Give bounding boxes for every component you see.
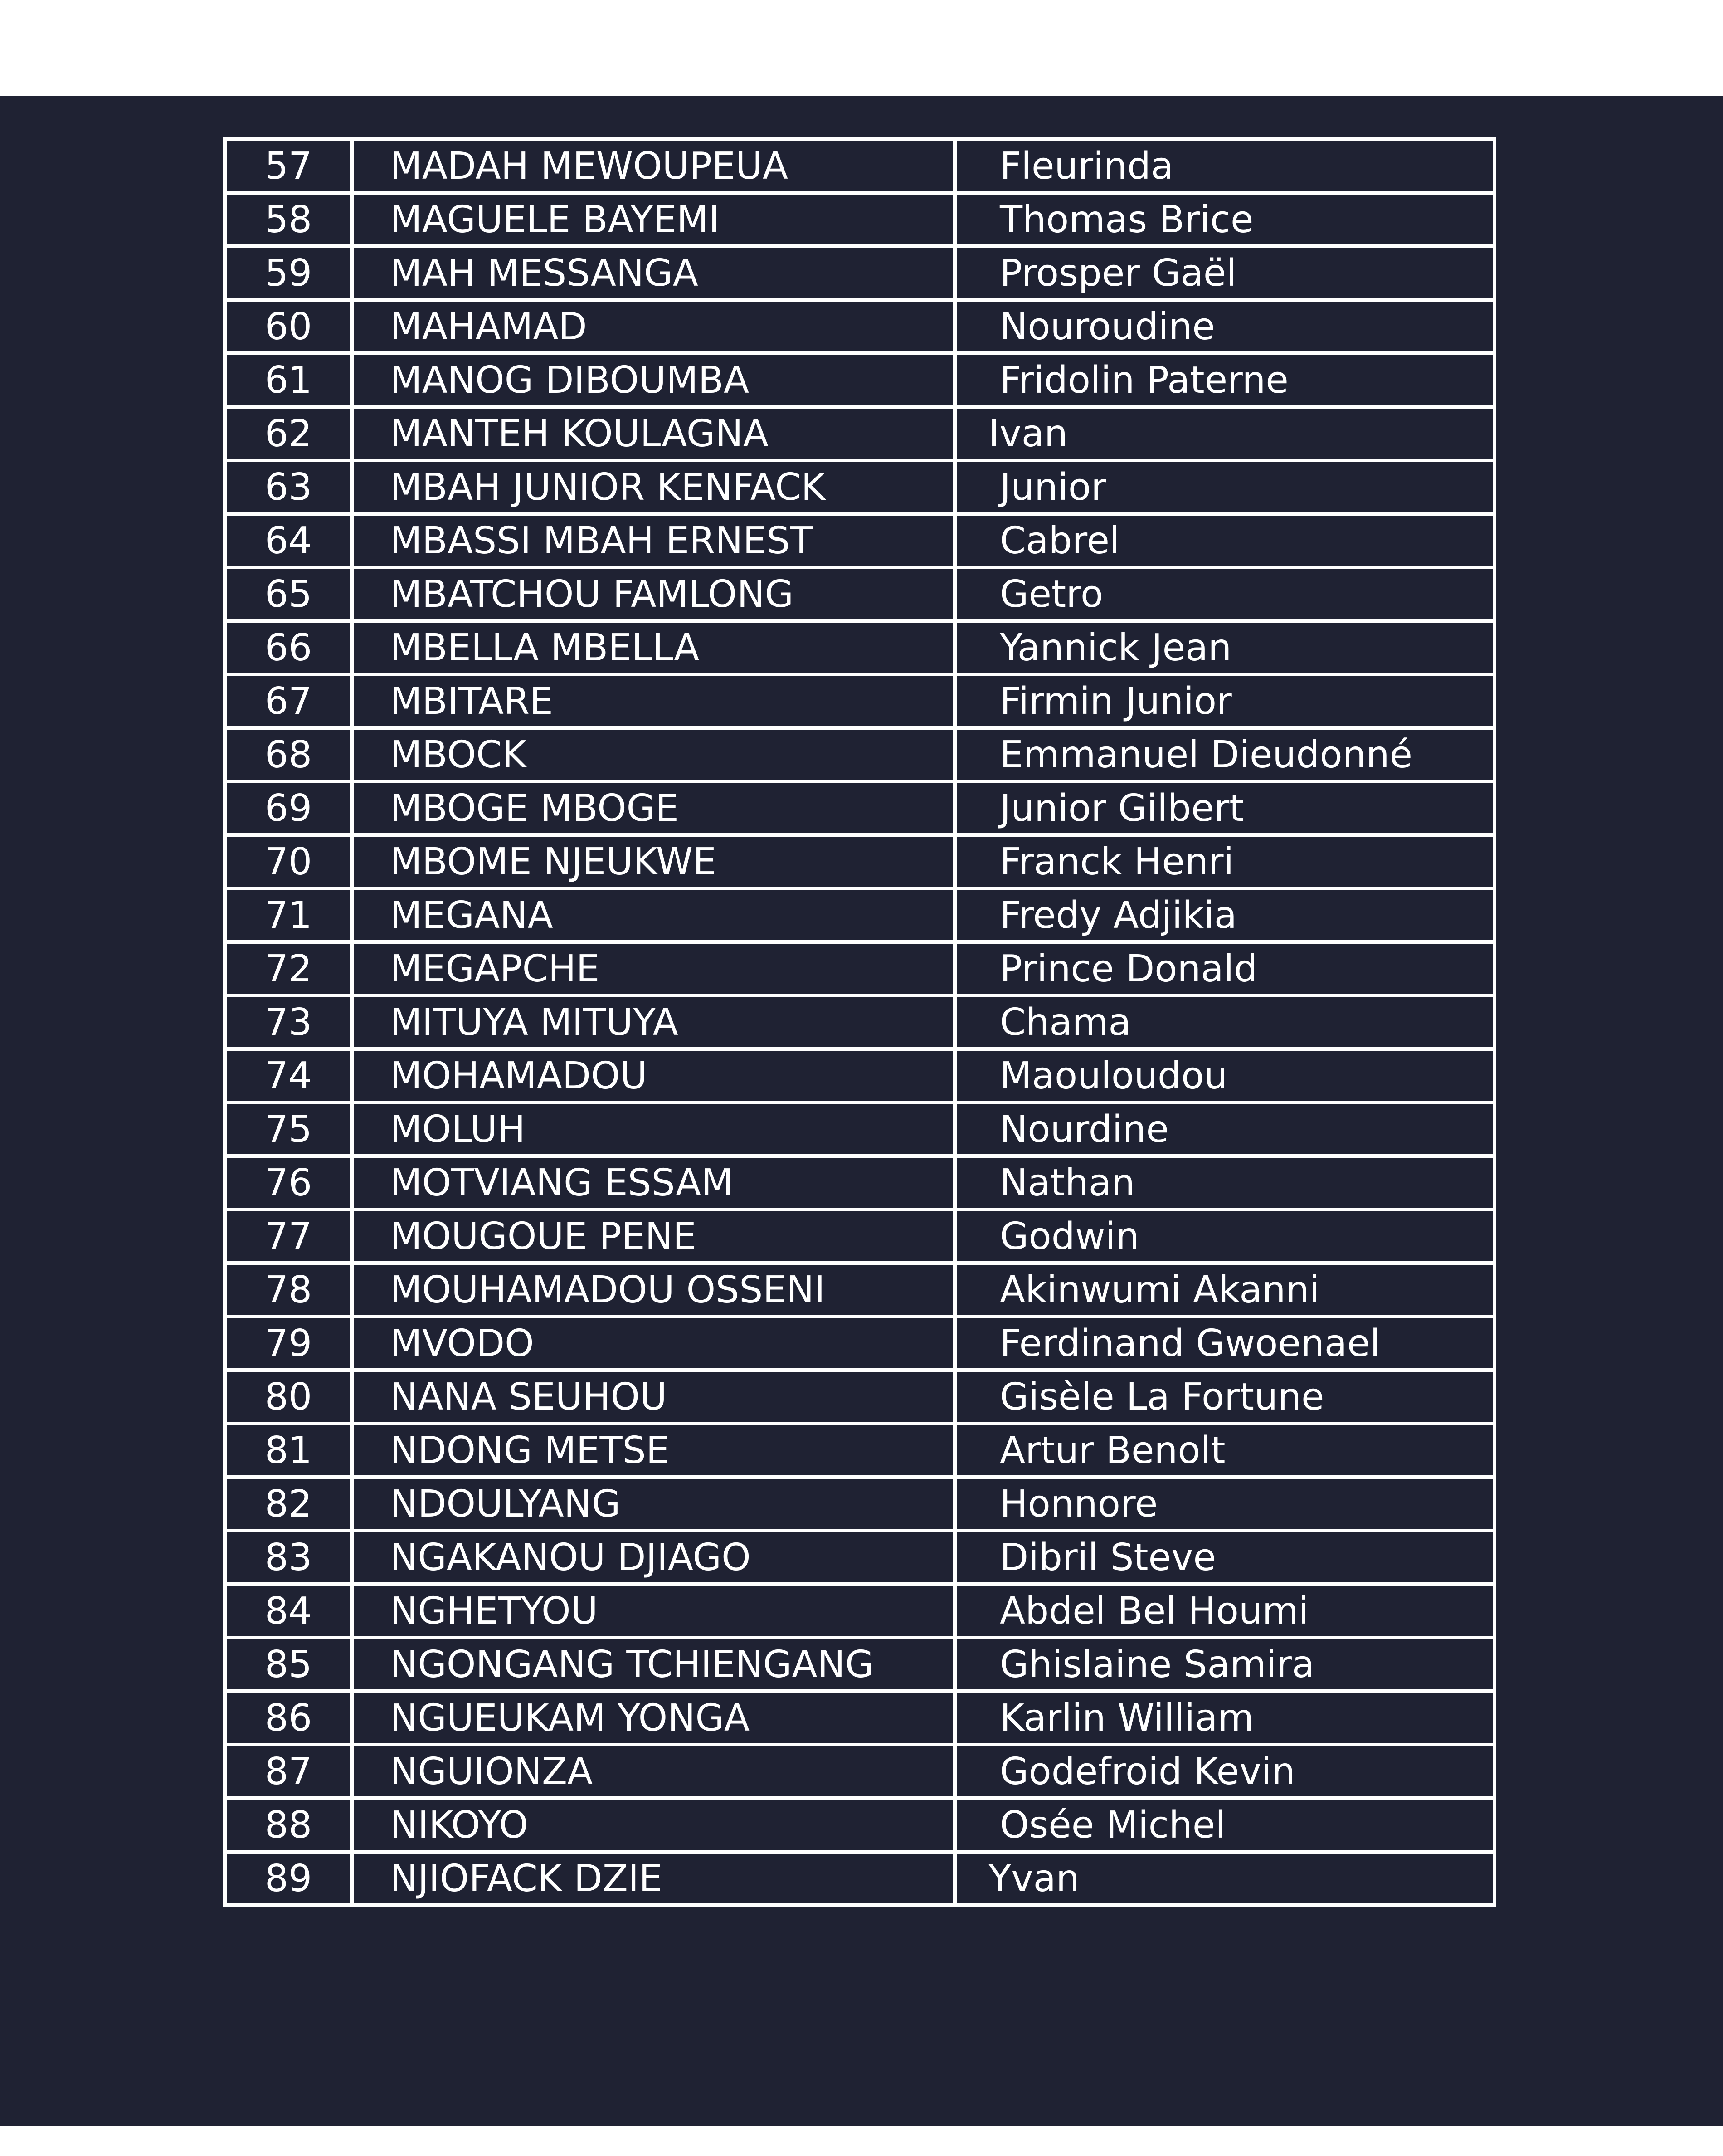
row-number: 76 xyxy=(225,1156,352,1210)
table-row xyxy=(225,567,1494,621)
last-name-cell: MBOGE MBOGE xyxy=(352,781,955,835)
first-name-cell: Junior xyxy=(955,460,1494,514)
last-name-cell: NGAKANOU DJIAGO xyxy=(352,1531,955,1584)
row-number: 58 xyxy=(225,193,352,246)
first-name-cell: Yvan xyxy=(955,1852,1494,1905)
first-name-cell: Godwin xyxy=(955,1210,1494,1263)
row-number: 68 xyxy=(225,728,352,781)
last-name-cell: NIKOYO xyxy=(352,1798,955,1852)
first-name-cell: Franck Henri xyxy=(955,835,1494,888)
last-name-cell: MADAH MEWOUPEUA xyxy=(352,139,955,193)
table-row xyxy=(225,835,1494,888)
last-name-cell: MBATCHOU FAMLONG xyxy=(352,567,955,621)
last-name-cell: MBOME NJEUKWE xyxy=(352,835,955,888)
first-name-cell: Cabrel xyxy=(955,514,1494,567)
last-name-cell: NDOULYANG xyxy=(352,1477,955,1531)
last-name-cell: MOLUH xyxy=(352,1102,955,1156)
table-row xyxy=(225,1370,1494,1424)
table-row xyxy=(225,1745,1494,1798)
table-row xyxy=(225,1263,1494,1317)
first-name-cell: Fridolin Paterne xyxy=(955,353,1494,407)
first-name-cell: Osée Michel xyxy=(955,1798,1494,1852)
table-row xyxy=(225,728,1494,781)
row-number: 83 xyxy=(225,1531,352,1584)
table-row xyxy=(225,781,1494,835)
first-name-cell: Artur Benolt xyxy=(955,1424,1494,1477)
row-number: 60 xyxy=(225,300,352,353)
first-name-cell: Maouloudou xyxy=(955,1049,1494,1102)
first-name-cell: Ferdinand Gwoenael xyxy=(955,1317,1494,1370)
table-row xyxy=(225,1584,1494,1638)
table-row xyxy=(225,460,1494,514)
table-row xyxy=(225,1317,1494,1370)
first-name-cell: Ghislaine Samira xyxy=(955,1638,1494,1691)
first-name-cell: Karlin William xyxy=(955,1691,1494,1745)
row-number: 66 xyxy=(225,621,352,674)
last-name-cell: NGONGANG TCHIENGANG xyxy=(352,1638,955,1691)
table-row xyxy=(225,1210,1494,1263)
first-name-cell: Akinwumi Akanni xyxy=(955,1263,1494,1317)
last-name-cell: MBITARE xyxy=(352,674,955,728)
row-number: 81 xyxy=(225,1424,352,1477)
last-name-cell: MVODO xyxy=(352,1317,955,1370)
last-name-cell: MANTEH KOULAGNA xyxy=(352,407,955,460)
table-row xyxy=(225,1156,1494,1210)
row-number: 65 xyxy=(225,567,352,621)
table-row xyxy=(225,514,1494,567)
row-number: 64 xyxy=(225,514,352,567)
last-name-cell: NDONG METSE xyxy=(352,1424,955,1477)
table-row xyxy=(225,1531,1494,1584)
table-row xyxy=(225,1102,1494,1156)
table-row xyxy=(225,1691,1494,1745)
row-number: 80 xyxy=(225,1370,352,1424)
first-name-cell: Honnore xyxy=(955,1477,1494,1531)
row-number: 61 xyxy=(225,353,352,407)
row-number: 77 xyxy=(225,1210,352,1263)
table-row xyxy=(225,300,1494,353)
first-name-cell: Yannick Jean xyxy=(955,621,1494,674)
table-row xyxy=(225,1477,1494,1531)
first-name-cell: Abdel Bel Houmi xyxy=(955,1584,1494,1638)
row-number: 73 xyxy=(225,995,352,1049)
last-name-cell: NANA SEUHOU xyxy=(352,1370,955,1424)
table-row xyxy=(225,674,1494,728)
first-name-cell: Firmin Junior xyxy=(955,674,1494,728)
table-row xyxy=(225,621,1494,674)
first-name-cell: Thomas Brice xyxy=(955,193,1494,246)
row-number: 87 xyxy=(225,1745,352,1798)
row-number: 84 xyxy=(225,1584,352,1638)
table-row xyxy=(225,888,1494,942)
row-number: 71 xyxy=(225,888,352,942)
last-name-cell: MITUYA MITUYA xyxy=(352,995,955,1049)
row-number: 79 xyxy=(225,1317,352,1370)
first-name-cell: Fleurinda xyxy=(955,139,1494,193)
table-row xyxy=(225,995,1494,1049)
name-roster-table xyxy=(223,137,1496,1907)
row-number: 63 xyxy=(225,460,352,514)
first-name-cell: Junior Gilbert xyxy=(955,781,1494,835)
last-name-cell: NGUEUKAM YONGA xyxy=(352,1691,955,1745)
last-name-cell: MAH MESSANGA xyxy=(352,246,955,300)
table-row xyxy=(225,1798,1494,1852)
last-name-cell: NGUIONZA xyxy=(352,1745,955,1798)
row-number: 69 xyxy=(225,781,352,835)
first-name-cell: Godefroid Kevin xyxy=(955,1745,1494,1798)
last-name-cell: MBOCK xyxy=(352,728,955,781)
first-name-cell: Nouroudine xyxy=(955,300,1494,353)
table-row xyxy=(225,1049,1494,1102)
first-name-cell: Nourdine xyxy=(955,1102,1494,1156)
row-number: 59 xyxy=(225,246,352,300)
table-row xyxy=(225,1638,1494,1691)
last-name-cell: MEGAPCHE xyxy=(352,942,955,995)
row-number: 86 xyxy=(225,1691,352,1745)
row-number: 57 xyxy=(225,139,352,193)
last-name-cell: MEGANA xyxy=(352,888,955,942)
table-row xyxy=(225,246,1494,300)
last-name-cell: MAGUELE BAYEMI xyxy=(352,193,955,246)
first-name-cell: Emmanuel Dieudonné xyxy=(955,728,1494,781)
first-name-cell: Nathan xyxy=(955,1156,1494,1210)
last-name-cell: NJIOFACK DZIE xyxy=(352,1852,955,1905)
row-number: 62 xyxy=(225,407,352,460)
first-name-cell: Ivan xyxy=(955,407,1494,460)
last-name-cell: MOUGOUE PENE xyxy=(352,1210,955,1263)
table-row xyxy=(225,193,1494,246)
row-number: 82 xyxy=(225,1477,352,1531)
first-name-cell: Prosper Gaël xyxy=(955,246,1494,300)
row-number: 67 xyxy=(225,674,352,728)
last-name-cell: MBASSI MBAH ERNEST xyxy=(352,514,955,567)
last-name-cell: MAHAMAD xyxy=(352,300,955,353)
row-number: 74 xyxy=(225,1049,352,1102)
first-name-cell: Getro xyxy=(955,567,1494,621)
row-number: 72 xyxy=(225,942,352,995)
last-name-cell: NGHETYOU xyxy=(352,1584,955,1638)
last-name-cell: MANOG DIBOUMBA xyxy=(352,353,955,407)
last-name-cell: MBAH JUNIOR KENFACK xyxy=(352,460,955,514)
table-row xyxy=(225,139,1494,193)
first-name-cell: Fredy Adjikia xyxy=(955,888,1494,942)
first-name-cell: Gisèle La Fortune xyxy=(955,1370,1494,1424)
row-number: 75 xyxy=(225,1102,352,1156)
first-name-cell: Dibril Steve xyxy=(955,1531,1494,1584)
table-row xyxy=(225,1424,1494,1477)
last-name-cell: MOTVIANG ESSAM xyxy=(352,1156,955,1210)
row-number: 78 xyxy=(225,1263,352,1317)
table-row xyxy=(225,353,1494,407)
last-name-cell: MOHAMADOU xyxy=(352,1049,955,1102)
roster-body xyxy=(225,139,1494,1905)
first-name-cell: Chama xyxy=(955,995,1494,1049)
first-name-cell: Prince Donald xyxy=(955,942,1494,995)
table-row xyxy=(225,407,1494,460)
row-number: 89 xyxy=(225,1852,352,1905)
row-number: 85 xyxy=(225,1638,352,1691)
table-row xyxy=(225,942,1494,995)
last-name-cell: MBELLA MBELLA xyxy=(352,621,955,674)
last-name-cell: MOUHAMADOU OSSENI xyxy=(352,1263,955,1317)
table-row xyxy=(225,1852,1494,1905)
row-number: 88 xyxy=(225,1798,352,1852)
row-number: 70 xyxy=(225,835,352,888)
